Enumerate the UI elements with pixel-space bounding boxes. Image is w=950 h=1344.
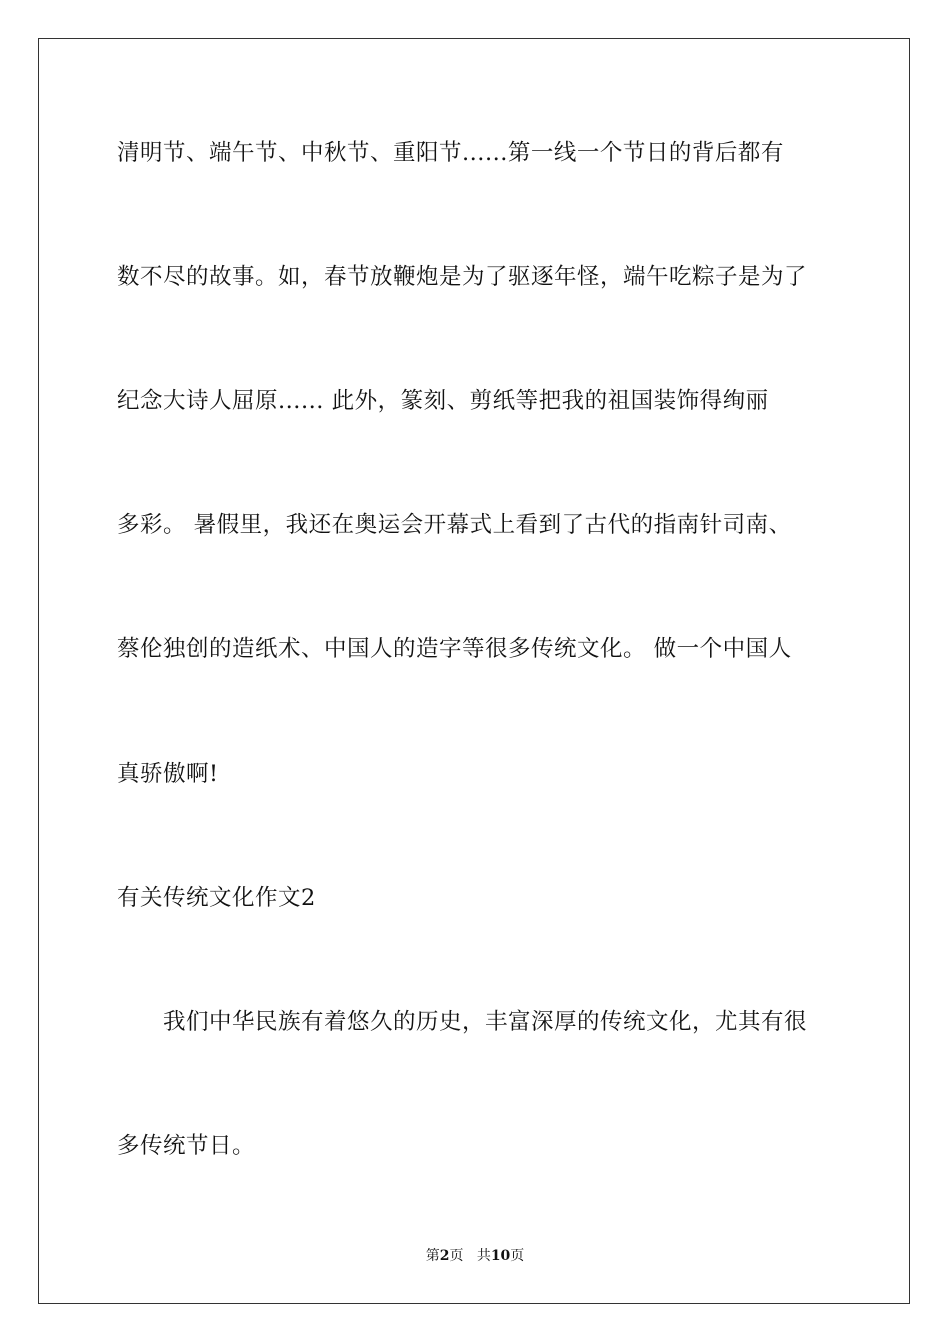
text-line-4: 多彩。 暑假里，我还在奥运会开幕式上看到了古代的指南针司南、 [117,512,792,538]
footer-total-suffix: 页 [510,1248,525,1264]
text-line-1: 清明节、端午节、中秋节、重阳节......第一线一个节日的背后都有 [117,140,784,166]
footer-page-prefix: 第 [425,1248,440,1264]
section-title: 有关传统文化作文2 [117,885,316,911]
text-line-3: 纪念大诗人屈原...... 此外，篆刻、剪纸等把我的祖国装饰得绚丽 [117,388,769,414]
text-line-2: 数不尽的故事。如，春节放鞭炮是为了驱逐年怪，端午吃粽子是为了 [117,264,808,290]
page-frame [38,38,910,1304]
paragraph2-line-1: 我们中华民族有着悠久的历史，丰富深厚的传统文化，尤其有很 [163,1009,808,1035]
text-line-6: 真骄傲啊! [117,761,219,787]
footer-total-prefix: 共 [476,1248,491,1264]
text-line-5: 蔡伦独创的造纸术、中国人的造字等很多传统文化。 做一个中国人 [117,636,792,662]
footer-page-number: 2 [439,1248,450,1264]
paragraph2-line-2: 多传统节日。 [117,1133,256,1159]
footer-page-mid: 页 [449,1248,464,1264]
footer-total-pages: 10 [490,1248,511,1264]
page-footer [0,1246,950,1266]
